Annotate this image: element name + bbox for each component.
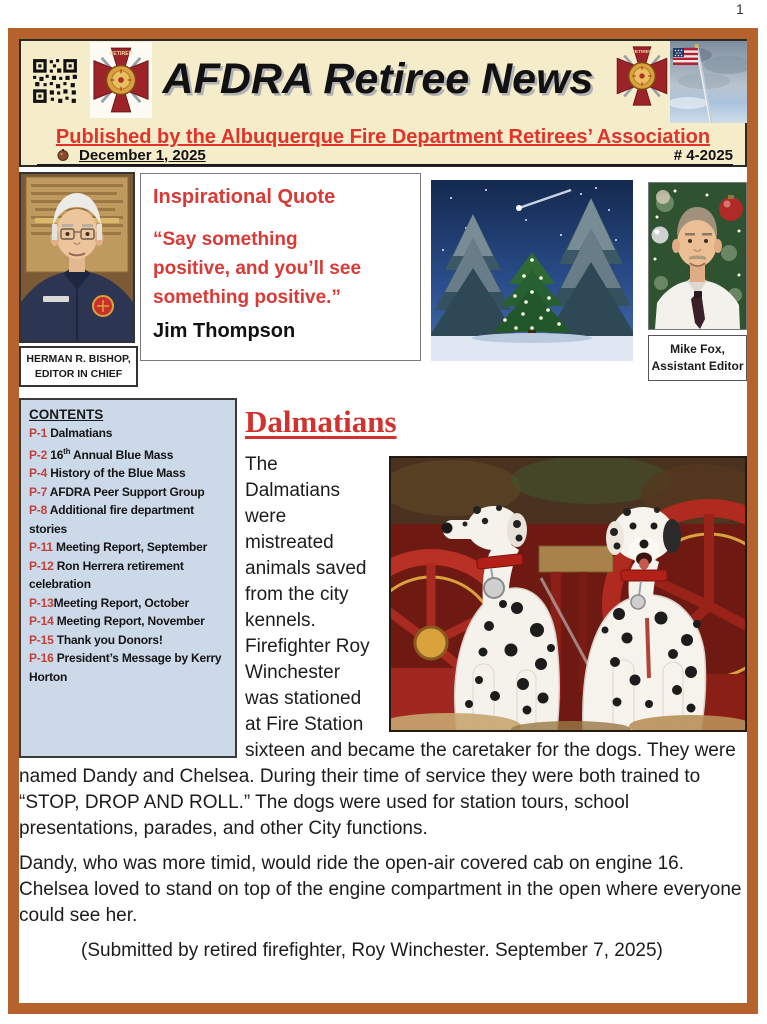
- contents-item: P-13Meeting Report, October: [29, 595, 189, 610]
- contents-item: P-11 Meeting Report, September: [29, 540, 208, 554]
- assistant-editor-role: Assistant Editor: [651, 359, 744, 373]
- contents-item: P-15 Thank you Donors!: [29, 632, 163, 647]
- page-number: 1: [736, 1, 744, 17]
- page-border-frame: [8, 28, 758, 1014]
- newsletter-header: [19, 39, 747, 167]
- date-issue-row: [37, 146, 733, 166]
- holiday-ornament-icon: [57, 149, 69, 161]
- assistant-editor-portrait: [648, 182, 747, 330]
- published-by-line: Published by the Albuquerque Fire Department Retirees’ Association: [55, 126, 711, 148]
- svg-text:RETIRED: RETIRED: [109, 50, 133, 57]
- contents-item: P-7 AFDRA Peer Support Group: [29, 484, 205, 499]
- contents-item: P-14 Meeting Report, November: [29, 614, 205, 628]
- quote-heading: Inspirational Quote: [153, 186, 336, 208]
- article-heading: Dalmatians: [245, 404, 397, 439]
- dalmatians-article: [19, 394, 747, 973]
- contents-heading: CONTENTS: [29, 407, 104, 422]
- fire-badge-icon: [615, 45, 669, 107]
- contents-box: [19, 398, 237, 758]
- chief-editor-name: HERMAN R. BISHOP,: [26, 353, 131, 366]
- fire-badge-icon: [92, 45, 150, 115]
- contents-item: P-12 Ron Herrera retirement celebration: [29, 558, 184, 591]
- chief-editor-caption: [19, 346, 138, 387]
- article-paragraph-1: The Dalmatians were mistreated animals saved from the city kennels. Firefighter Roy Winchester was stationed at Fire Station sixteen and became the caretaker for the dogs. They were named Dandy and Chelsea. During their time of service they were both trained to “STOP, DROP AND ROLL.” The dogs were used for station tours, school presentations, parades, and other City functions.: [19, 454, 736, 839]
- article-paragraph-2: Dandy, who was more timid, would ride the open-air covered cab on engine 16. Chelsea loved to stand on top of the engine compartment in the open where everyone could see her.: [19, 853, 742, 926]
- contents-item: P-16 President’s Message by Kerry Horton: [29, 651, 222, 684]
- quote-attribution: Jim Thompson: [153, 320, 296, 342]
- contents-item: P-1 Dalmatians: [29, 426, 113, 440]
- editor-in-chief-portrait: [19, 172, 135, 343]
- issue-number: # 4-2025: [673, 146, 733, 164]
- newsletter-title: AFDRA Retiree News: [162, 55, 594, 103]
- contents-list: [29, 424, 227, 686]
- american-flag-photo: [670, 41, 747, 123]
- retired-badge-right: [614, 44, 670, 108]
- article-submitted-line: (Submitted by retired firefighter, Roy Winchester. September 7, 2025): [81, 940, 663, 961]
- dalmatians-fire-engine-photo: [389, 456, 747, 732]
- contents-item: P-2 16th Annual Blue Mass: [29, 446, 174, 462]
- contents-item: P-4 History of the Blue Mass: [29, 466, 186, 480]
- chief-editor-role: EDITOR IN CHIEF: [34, 367, 123, 380]
- assistant-editor-caption: [648, 335, 747, 381]
- christmas-trees-photo: [431, 180, 633, 361]
- inspirational-quote-box: [140, 173, 421, 361]
- qr-code-icon: [31, 57, 79, 105]
- issue-date: December 1, 2025: [79, 146, 206, 164]
- svg-text:RETIRED: RETIRED: [631, 49, 653, 55]
- assistant-editor-name: Mike Fox,: [670, 342, 725, 357]
- quote-text: “Say something positive, and you’ll see something positive.”: [153, 229, 362, 308]
- contents-item: P-8 Additional fire department stories: [29, 503, 194, 536]
